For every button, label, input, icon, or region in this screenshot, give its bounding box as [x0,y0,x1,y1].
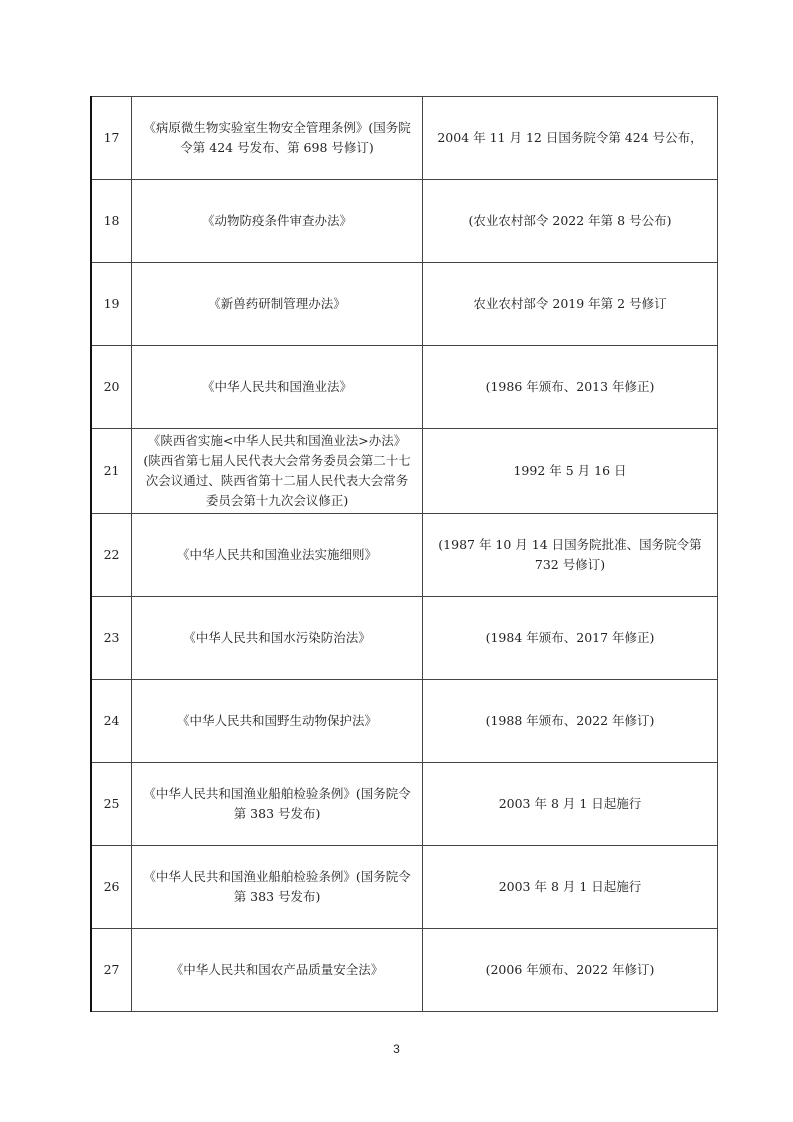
row-number: 22 [91,514,132,597]
regulation-note: 1992 年 5 月 16 日 [422,429,717,514]
regulation-name: 《中华人民共和国水污染防治法》 [132,597,423,680]
regulations-table-body [91,97,718,1012]
regulation-note: (2006 年颁布、2022 年修订) [422,929,717,1012]
table-row [91,846,718,929]
regulation-note: 2003 年 8 月 1 日起施行 [422,763,717,846]
regulation-note: (1986 年颁布、2013 年修正) [422,346,717,429]
regulation-note: (1987 年 10 月 14 日国务院批准、国务院令第 732 号修订) [422,514,717,597]
regulation-name: 《中华人民共和国渔业船舶检验条例》(国务院令第 383 号发布) [132,763,423,846]
regulation-name: 《病原微生物实验室生物安全管理条例》(国务院令第 424 号发布、第 698 号修订) [132,97,423,180]
row-number: 26 [91,846,132,929]
regulation-name: 《中华人民共和国野生动物保护法》 [132,680,423,763]
regulation-note: 农业农村部令 2019 年第 2 号修订 [422,263,717,346]
table-row [91,180,718,263]
row-number: 23 [91,597,132,680]
row-number: 17 [91,97,132,180]
row-number: 20 [91,346,132,429]
table-row [91,597,718,680]
regulation-name: 《陕西省实施<中华人民共和国渔业法>办法》(陕西省第七届人民代表大会常务委员会第二十七次会议通过、陕西省第十二届人民代表大会常务委员会第十九次会议修正) [132,429,423,514]
row-number: 24 [91,680,132,763]
table-row [91,680,718,763]
table-row [91,263,718,346]
regulation-note: 2003 年 8 月 1 日起施行 [422,846,717,929]
regulation-note: (1984 年颁布、2017 年修正) [422,597,717,680]
row-number: 21 [91,429,132,514]
row-number: 19 [91,263,132,346]
regulations-table [90,96,718,1012]
row-number: 27 [91,929,132,1012]
row-number: 25 [91,763,132,846]
regulation-name: 《新兽药研制管理办法》 [132,263,423,346]
table-row [91,929,718,1012]
table-row [91,97,718,180]
regulation-name: 《中华人民共和国渔业法》 [132,346,423,429]
regulations-table-container [90,96,718,1012]
table-row [91,514,718,597]
regulation-name: 《中华人民共和国渔业法实施细则》 [132,514,423,597]
regulation-note: (农业农村部令 2022 年第 8 号公布) [422,180,717,263]
regulation-name: 《动物防疫条件审查办法》 [132,180,423,263]
regulation-note: (1988 年颁布、2022 年修订) [422,680,717,763]
table-row [91,763,718,846]
regulation-name: 《中华人民共和国渔业船舶检验条例》(国务院令第 383 号发布) [132,846,423,929]
regulation-note: 2004 年 11 月 12 日国务院令第 424 号公布， [422,97,717,180]
row-number: 18 [91,180,132,263]
page-number: 3 [393,1042,400,1056]
regulation-name: 《中华人民共和国农产品质量安全法》 [132,929,423,1012]
table-row [91,429,718,514]
table-row [91,346,718,429]
